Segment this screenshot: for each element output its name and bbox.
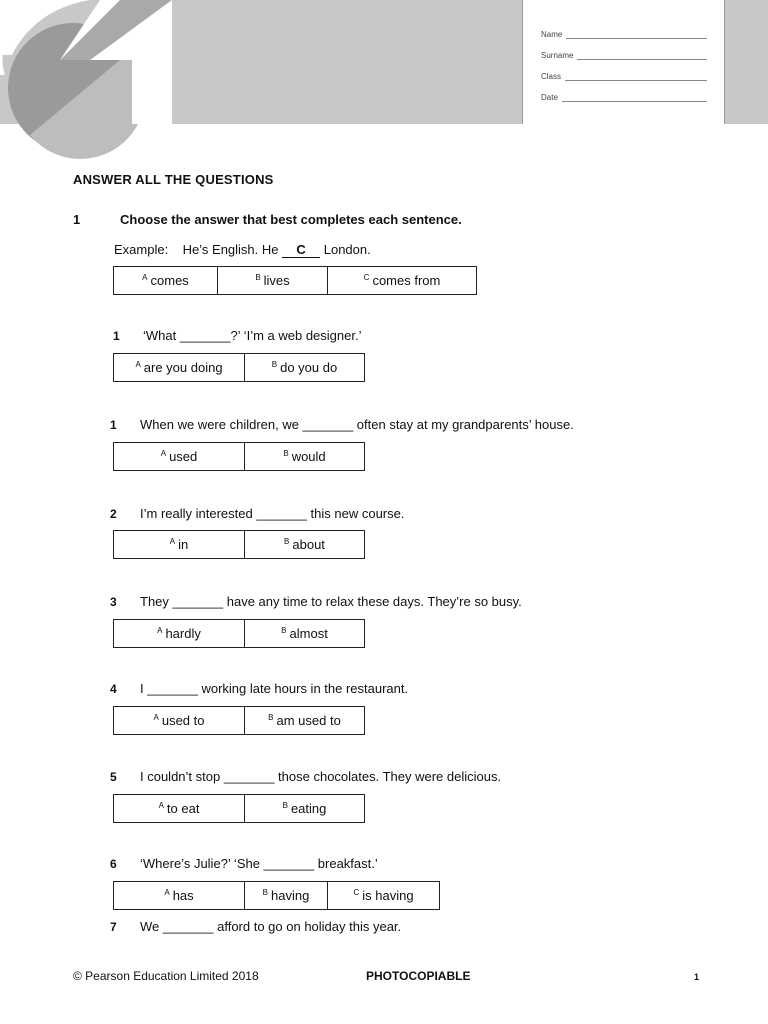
example-option-a[interactable] [114, 267, 218, 294]
date-label: Date [541, 93, 558, 102]
question-options [113, 530, 365, 559]
example-answer: C [282, 243, 320, 258]
photocopiable-label: PHOTOCOPIABLE [366, 969, 471, 983]
question-number: 1 [110, 418, 117, 432]
name-field[interactable] [541, 30, 707, 39]
question-text: I’m really interested _______ this new course. [140, 506, 405, 521]
option-letter: C [353, 888, 360, 897]
option-letter: A [160, 449, 167, 458]
question-number: 3 [110, 595, 117, 609]
question-number: 1 [113, 329, 120, 343]
section-number: 1 [73, 212, 81, 227]
name-line [566, 32, 707, 39]
option-text: is having [362, 888, 414, 903]
option-b[interactable] [245, 531, 364, 558]
option-text: lives [263, 273, 290, 288]
option-a[interactable] [114, 531, 245, 558]
date-field[interactable] [541, 93, 707, 102]
option-letter: B [283, 449, 289, 458]
surname-field[interactable] [541, 51, 707, 60]
question-text: I _______ working late hours in the restaurant. [140, 681, 409, 696]
option-a[interactable] [114, 354, 245, 381]
option-letter: B [271, 360, 278, 369]
class-label: Class [541, 72, 562, 81]
option-text: do you do [280, 360, 338, 375]
example-options [113, 266, 477, 295]
g-logo-icon [0, 0, 180, 160]
copyright-notice: © Pearson Education Limited 2018 [73, 969, 259, 983]
option-a[interactable] [114, 795, 245, 822]
question-number: 5 [110, 770, 117, 784]
option-text: are you doing [143, 360, 223, 375]
example-option-b[interactable] [218, 267, 328, 294]
option-text: would [291, 449, 326, 464]
option-text: am used to [276, 713, 341, 728]
question-options [113, 881, 440, 910]
option-text: to eat [166, 801, 200, 816]
question-text: I couldn’t stop _______ those chocolates. They were delicious. [140, 769, 502, 784]
student-details-panel [522, 0, 725, 124]
instructions-heading: ANSWER ALL THE QUESTIONS [73, 172, 274, 187]
question-text: We _______ afford to go on holiday this year. [140, 919, 402, 934]
option-letter: A [158, 801, 164, 810]
option-b[interactable] [245, 795, 364, 822]
example-prefix: Example: He’s English. He [114, 242, 283, 257]
option-letter: B [268, 713, 274, 722]
option-text: about [292, 537, 325, 552]
option-letter: A [153, 713, 159, 722]
option-a[interactable] [114, 620, 245, 647]
option-letter: A [135, 360, 141, 369]
surname-label: Surname [541, 51, 574, 60]
option-letter: B [262, 888, 269, 897]
option-letter: A [142, 273, 148, 282]
option-text: having [271, 888, 310, 903]
name-label: Name [541, 30, 563, 39]
question-number: 7 [110, 920, 117, 934]
option-text: has [172, 888, 194, 903]
option-text: used [169, 449, 198, 464]
question-number: 2 [110, 507, 117, 521]
option-letter: B [282, 801, 288, 810]
question-text: When we were children, we _______ often stay at my grandparents’ house. [140, 417, 574, 432]
option-letter: C [363, 273, 370, 282]
option-text: hardly [165, 626, 201, 641]
class-line [565, 74, 707, 81]
example-option-c[interactable] [328, 267, 476, 294]
question-options [113, 353, 365, 382]
option-text: almost [289, 626, 328, 641]
option-letter: B [255, 273, 261, 282]
option-b[interactable] [245, 620, 364, 647]
question-text: ‘Where’s Julie?’ ‘She _______ breakfast.’ [140, 856, 378, 871]
option-text: in [178, 537, 189, 552]
option-c[interactable] [328, 882, 439, 909]
option-a[interactable] [114, 443, 245, 470]
date-line [562, 95, 707, 102]
class-field[interactable] [541, 72, 707, 81]
question-options [113, 794, 365, 823]
option-letter: A [164, 888, 170, 897]
option-a[interactable] [114, 707, 245, 734]
question-text: ‘What _______?’ ‘I’m a web designer.’ [143, 328, 362, 343]
option-a[interactable] [114, 882, 245, 909]
option-b[interactable] [245, 354, 364, 381]
option-letter: A [169, 537, 176, 546]
page-number: 1 [694, 972, 700, 982]
question-number: 4 [110, 682, 117, 696]
option-b[interactable] [245, 707, 364, 734]
option-text: comes from [372, 273, 441, 288]
surname-line [577, 53, 707, 60]
question-options [113, 619, 365, 648]
option-text: comes [150, 273, 189, 288]
option-letter: B [284, 537, 290, 546]
option-b[interactable] [245, 882, 328, 909]
option-text: eating [290, 801, 327, 816]
section-title: Choose the answer that best completes each sentence. [120, 212, 462, 227]
question-number: 6 [110, 857, 117, 871]
option-letter: A [157, 626, 163, 635]
option-b[interactable] [245, 443, 364, 470]
question-text: They _______ have any time to relax these days. They’re so busy. [140, 594, 522, 609]
example-sentence [114, 242, 371, 258]
question-options [113, 706, 365, 735]
example-suffix: London. [320, 242, 371, 257]
option-letter: B [281, 626, 287, 635]
question-options [113, 442, 365, 471]
option-text: used to [161, 713, 205, 728]
